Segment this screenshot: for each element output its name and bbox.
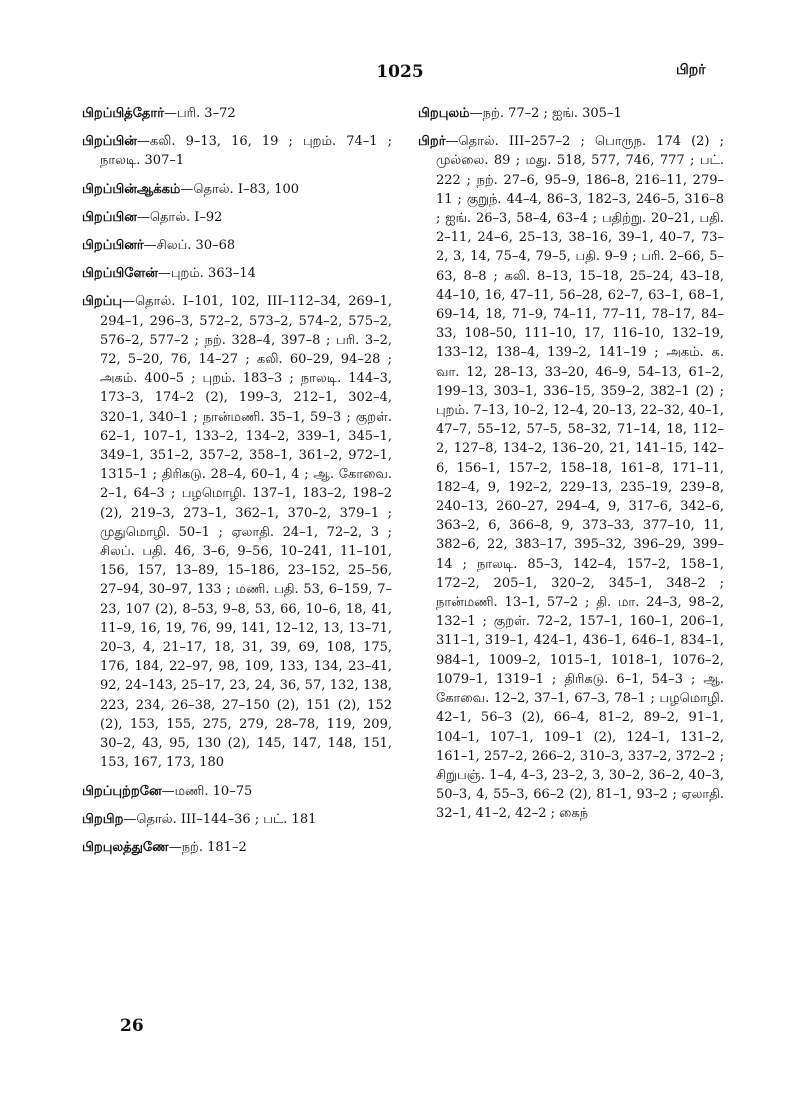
left-column [82,104,392,866]
right-column [418,104,724,833]
index-entry [82,810,392,829]
entry-references: —பரி. 3–72 [164,106,236,121]
entry-references: —தொல். III–257–2 ; பொருந. 174 (2) ; முல்லை. 89 ; மது. 518, 577, 746, 777 ; பட். 222 ; நற். 27–6, 95–9, 186–8, 216–11, 279–11 ; குறுந். 44–4, 86–3, 182–3, 246–5, 316–8 ; ஐங். 26–3, 58–4, 63–4 ; பதிற்று. 20–21, பதி. 2–11, 24–6, 25–13, 38–16, 39–1, 40–7, 73–2, 3, 14, 75–4, 79–5, பதி. 9–9 ; பரி. 2–66, 5–63, 8–8 ; கலி. 8–13, 15–18, 25–24, 43–18, 44–10, 16, 47–11, 56–28, 62–7, 63–1, 68–1, 69–14, 18, 71–9, 74–11, 77–11, 78–17, 84–33, 108–50, 111–10, 17, 116–10, 132–19, 133–12, 138–4, 139–2, 141–19 ; அகம். க. வா. 12, 28–13, 33–20, 46–9, 54–13, 61–2, 199–13, 303–1, 336–15, 359–2, 382–1 (2) ; புறம். 7–13, 10–2, 12–4, 20–13, 22–32, 40–1, 47–7, 55–12, 57–5, 58–32, 71–14, 18, 112–2, 127–8, 134–2, 136–20, 21, 141–15, 142–6, 156–1, 157–2, 158–18, 161–8, 171–11, 182–4, 9, 192–2, 229–13, 235–19, 239–8, 240–13, 260–27, 294–4, 9, 317–6, 342–6, 363–2, 6, 366–8, 9, 373–33, 377–10, 11, 382–6, 22, 383–17, 395–32, 396–29, 399–14 ; நாலடி. 85–3, 142–4, 157–2, 158–1, 172–2, 205–1, 320–2, 345–1, 348–2 ; நான்மணி. 13–1, 57–2 ; தி. மா. 24–3, 98–2, 132–1 ; குறள். 72–2, 157–1, 160–1, 206–1, 311–1, 319–1, 424–1, 436–1, 646–1, 834–1, 984–1, 1009–2, 1015–1, 1018–1, 1076–2, 1079–1, 1319–1 ; திரிகடு. 6–1, 54–3 ; ஆ. கோவை. 12–2, 37–1, 67–3, 78–1 ; பழமொழி. 42–1, 56–3 (2), 66–4, 81–2, 89–2, 91–1, 104–1, 107–1, 109–1 (2), 124–1, 131–2, 161–1, 257–2, 266–2, 310–3, 337–2, 372–2 ; சிறுபஞ். 1–4, 4–3, 23–2, 3, 30–2, 36–2, 40–3, 50–3, 4, 55–3, 66–2 (2), 81–1, 93–2 ; ஏலாதி. 32–1, 41–2, 42–2 ; கைந் [436,134,724,822]
headword: பிறபுலத்துணே [82,839,169,855]
entry-references: —நற். 181–2 [168,839,247,855]
index-entry [82,236,392,255]
headword: பிறப்பிளேன் [82,266,158,282]
headword: பிறப்புற்றனே [82,783,162,799]
index-entry [82,180,392,199]
headword: பிறர் [418,134,446,150]
index-entry [82,292,392,772]
index-entry [82,264,392,283]
entry-references: —சிலப். 30–68 [143,238,236,254]
headword: பிறப்பு [82,294,123,310]
index-entry [82,132,392,170]
index-entry [418,104,724,123]
headword: பிறப்பித்தோர் [82,106,164,121]
entry-references: —நற். 77–2 ; ஐங். 305–1 [469,106,622,121]
entry-references: —புறம். 363–14 [157,266,256,282]
entry-references: —கலி. 9–13, 16, 19 ; புறம். 74–1 ; நாலடி. 307–1 [100,134,392,169]
footer-page-number: 26 [120,1016,144,1036]
running-head: பிறர் [676,62,706,78]
index-entry [82,208,392,227]
entry-references: —தொல். I–92 [136,209,223,225]
entry-references: —தொல். I–101, 102, III–112–34, 269–1, 294–1, 296–3, 572–2, 573–2, 574–2, 575–2, 576–2, 577–2 ; நற். 328–4, 397–8 ; பரி. 3–2, 72, 5–20, 76, 14–27 ; கலி. 60–29, 94–28 ; அகம். 400–5 ; புறம். 183–3 ; நாலடி. 144–3, 173–3, 174–2 (2), 199–3, 212–1, 302–4, 320–1, 340–1 ; நான்மணி. 35–1, 59–3 ; குறள். 62–1, 107–1, 133–2, 134–2, 339–1, 345–1, 349–1, 351–2, 357–2, 358–1, 361–2, 972–1, 1315–1 ; திரிகடு. 28–4, 60–1, 4 ; ஆ. கோவை. 2–1, 64–3 ; பழமொழி. 137–1, 183–2, 198–2 (2), 219–3, 273–1, 362–1, 370–2, 379–1 ; முதுமொழி. 50–1 ; ஏலாதி. 24–1, 72–2, 3 ; சிலப். பதி. 46, 3–6, 9–56, 10–241, 11–101, 156, 157, 13–89, 15–186, 23–152, 25–56, 27–94, 30–97, 133 ; மணி. பதி. 53, 6–159, 7–23, 107 (2), 8–53, 9–8, 53, 66, 10–6, 18, 41, 11–9, 16, 19, 76, 99, 141, 12–12, 13, 13–71, 20–3, 4, 21–17, 18, 31, 39, 69, 108, 175, 176, 184, 22–97, 98, 109, 133, 134, 23–41, 92, 24–143, 25–17, 23, 24, 36, 57, 132, 138, 223, 234, 26–38, 27–150 (2), 151 (2), 152 (2), 153, 155, 275, 279, 28–78, 119, 209, 30–2, 43, 95, 130 (2), 145, 147, 148, 151, 153, 167, 173, 180 [100,294,392,771]
entry-references: —தொல். III–144–36 ; பட். 181 [123,811,317,827]
entry-references: —தொல். I–83, 100 [180,181,300,197]
headword: பிறபிற [82,811,124,827]
index-entry [82,104,392,123]
headword: பிறப்பின [82,209,137,225]
index-entry [418,132,724,823]
index-entry [82,782,392,801]
headword: பிறப்பினர் [82,238,144,254]
headword: பிறபுலம் [418,106,470,121]
headword: பிறப்பின்ஆக்கம் [82,181,181,197]
page-number: 1025 [376,62,424,82]
entry-references: —மணி. 10–75 [161,783,253,799]
index-entry [82,838,392,857]
headword: பிறப்பின் [82,134,137,150]
